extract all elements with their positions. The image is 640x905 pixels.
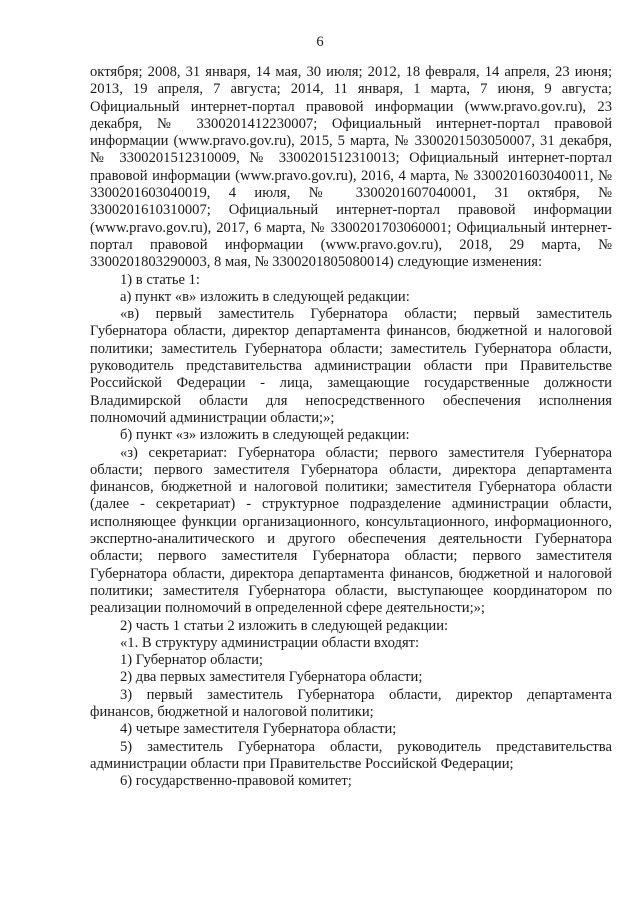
document-body [90,64,612,790]
list-item-3: 3) первый заместитель Губернатора области, директор департамента финансов, бюджетной и налоговой политики; [90,686,612,720]
list-item-6: 6) государственно-правовой комитет; [120,773,352,790]
list-item-2: 2) два первых заместителя Губернатора области; [120,669,423,686]
paragraph-intro-continuation: октября; 2008, 31 января, 14 мая, 30 июля; 2012, 18 февраля, 14 апреля, 23 июня; 2013, 19 апреля, 7 августа; 2014, 11 января, 1 марта, 7 июня, 9 августа; Официальный интернет-портал правовой информации (www.pravo.gov.ru), 23 декабря, № 3300201412230007; Официальный интернет-портал правовой информации (www.pravo.gov.ru), 2015, 5 марта, № 3300201503050007, 31 декабря, № 3300201512310009, № 3300201512310013; Официальный интернет-портал правовой информации (www.pravo.gov.ru), 2016, 4 марта, № 3300201603040011, № 3300201603040019, 4 июля, № 3300201607040001, 31 октября, № 3300201610310007; Официальный интернет-портал правовой информации (www.pravo.gov.ru), 2017, 6 марта, № 3300201703060001; Официальный интернет-портал правовой информации (www.pravo.gov.ru), 2018, 29 марта, № 3300201803290003, 8 мая, № 3300201805080014) следующие изменения: [90,64,612,271]
list-item-5: 5) заместитель Губернатора области, руководитель представительства администрации области при Правительстве Российской Федерации; [90,738,612,772]
page-number: 6 [316,34,324,50]
paragraph-item-2: 2) часть 1 статьи 2 изложить в следующей редакции: [120,617,449,634]
paragraph-item-1: 1) в статье 1: [120,271,200,288]
list-item-4: 4) четыре заместителя Губернатора области; [120,721,397,738]
paragraph-subitem-b: б) пункт «з» изложить в следующей редакции: [120,427,410,444]
paragraph-structure-intro: «1. В структуру администрации области входят: [120,634,420,651]
list-item-1: 1) Губернатор области; [120,652,263,669]
paragraph-clause-v: «в) первый заместитель Губернатора области; первый заместитель Губернатора области, директор департамента финансов, бюджетной и налоговой политики; заместитель Губернатора области; заместитель Губернатора области, руководитель представительства администрации области при Правительстве Российской Федерации - лица, замещающие государственные должности Владимирской области для непосредственного обеспечения исполнения полномочий администрации области;»; [90,306,612,426]
paragraph-clause-z: «з) секретариат: Губернатора области; первого заместителя Губернатора области; первого заместителя Губернатора области, директора департамента финансов, бюджетной и налоговой политики; заместителя Губернатора области (далее - секретариат) - структурное подразделение администрации области, исполняющее функции организационного, консультационного, информационного, экспертно-аналитического и другого обеспечения деятельности Губернатора области; первого заместителя Губернатора области; первого заместителя Губернатора области, директора департамента финансов, бюджетной и налоговой политики; заместителя Губернатора области, выступающее координатором по реализации полномочий в определенной сфере деятельности;»; [90,444,612,617]
paragraph-subitem-a: а) пункт «в» изложить в следующей редакции: [120,288,410,305]
